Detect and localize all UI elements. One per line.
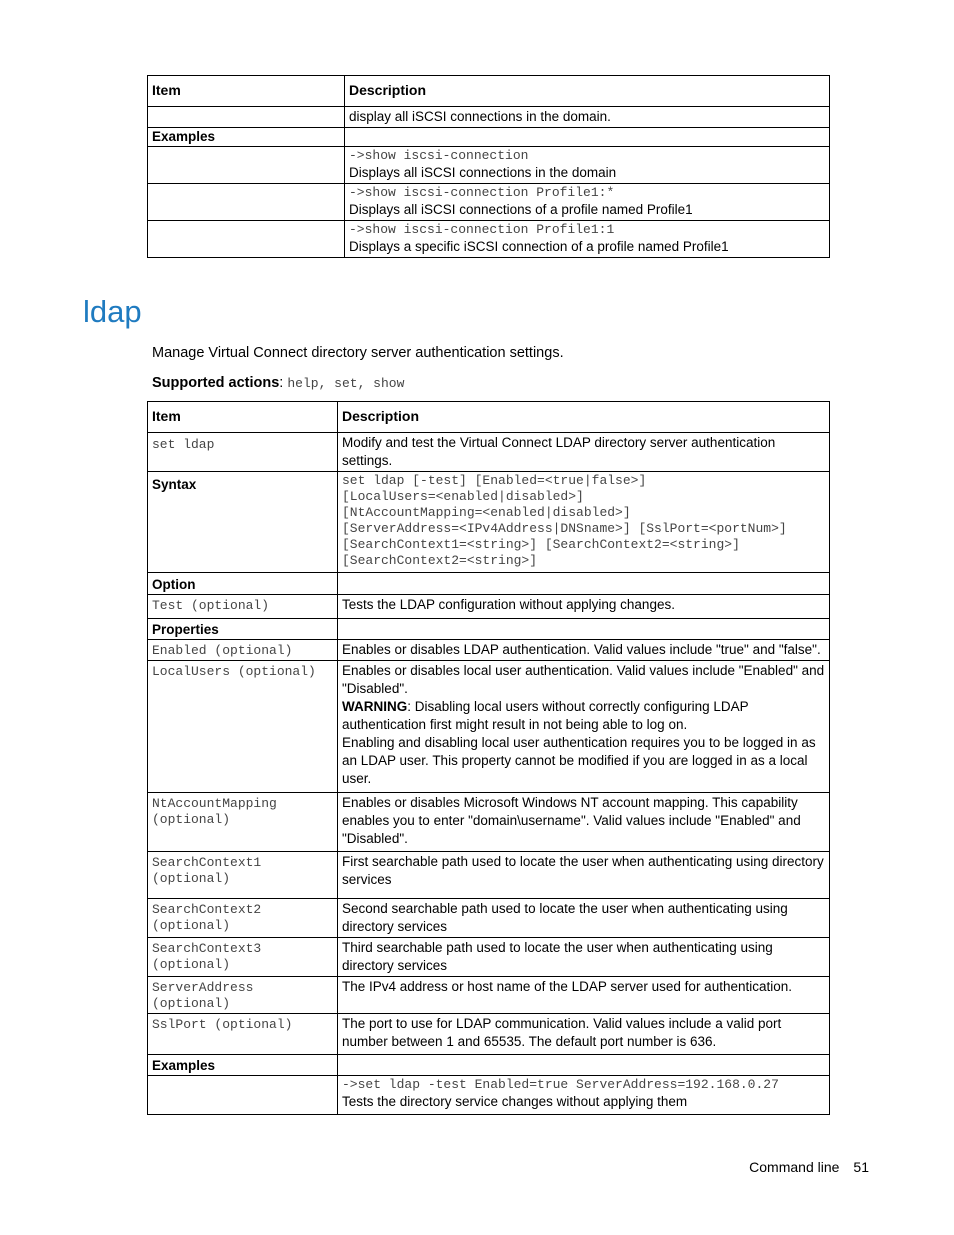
property-name: Enabled (optional) — [152, 643, 293, 658]
example-text: Displays all iSCSI connections of a profile named Profile1 — [349, 202, 693, 217]
iscsi-connection-table — [147, 75, 830, 258]
property-description: The port to use for LDAP communication. Valid values include a valid port number between 1 and 65535. The default port number is 636. — [338, 1014, 830, 1055]
syntax-line: [SearchContext1=<string>] [SearchContext2=<string>] — [342, 537, 740, 552]
property-description: Enables or disables LDAP authentication. Valid values include "true" and "false". — [338, 640, 830, 661]
table-cell-empty — [338, 1055, 830, 1076]
syntax-line: [SearchContext2=<string>] — [342, 553, 538, 568]
property-item — [148, 938, 338, 977]
header-description: Description — [338, 402, 830, 433]
example-code: ->set ldap -test Enabled=true ServerAddress=192.168.0.27 — [342, 1077, 779, 1092]
syntax-row — [148, 472, 830, 573]
example-code: ->show iscsi-connection — [349, 148, 529, 163]
localusers-description: Enables or disables local user authentication. Valid values include "Enabled" and "Disabled". — [342, 663, 825, 696]
table-cell-empty — [338, 573, 830, 595]
property-row — [148, 977, 830, 1014]
page-footer — [749, 1159, 869, 1175]
footer-section: Command line — [749, 1159, 840, 1175]
property-row — [148, 852, 830, 899]
property-description: Second searchable path used to locate the user when authenticating using directory services — [338, 899, 830, 938]
command-name: set ldap — [152, 437, 215, 452]
syntax-line: [LocalUsers=<enabled|disabled>] — [342, 489, 584, 504]
property-description: First searchable path used to locate the user when authenticating using directory services — [338, 852, 830, 899]
supported-actions-label: Supported actions — [152, 375, 280, 391]
property-item — [148, 1014, 338, 1055]
property-row — [148, 899, 830, 938]
ldap-table — [147, 401, 830, 1115]
warning-text: : Disabling local users without correctly configuring LDAP authentication first might result in not being able to log on. — [342, 699, 749, 732]
section-intro: Manage Virtual Connect directory server authentication settings. — [152, 345, 564, 361]
example-row — [148, 1076, 830, 1115]
table-cell-empty — [148, 184, 345, 221]
property-row — [148, 661, 830, 793]
table-cell-description: display all iSCSI connections in the domain. — [345, 107, 830, 128]
example-row — [148, 221, 830, 258]
properties-section-row — [148, 619, 830, 640]
syntax-cell — [338, 472, 830, 573]
property-item — [148, 852, 338, 899]
property-name: SearchContext2 (optional) — [152, 902, 262, 933]
property-item — [148, 793, 338, 852]
property-item — [148, 661, 338, 793]
example-row — [148, 184, 830, 221]
examples-label: Examples — [148, 128, 345, 147]
supported-actions-separator: : — [279, 375, 288, 391]
table-cell-empty — [148, 221, 345, 258]
property-description: The IPv4 address or host name of the LDAP server used for authentication. — [338, 977, 830, 1014]
example-row — [148, 147, 830, 184]
syntax-line: set ldap [-test] [Enabled=<true|false>] — [342, 473, 647, 488]
option-name: Test (optional) — [152, 598, 270, 613]
command-description: Modify and test the Virtual Connect LDAP directory server authentication settings. — [338, 433, 830, 472]
table-cell-empty — [148, 147, 345, 184]
property-name: SslPort (optional) — [152, 1017, 293, 1032]
localusers-note: Enabling and disabling local user authentication requires you to be logged in as an LDAP user. This property cannot be modified if you are logged in as a local user. — [342, 735, 816, 786]
syntax-label: Syntax — [148, 472, 338, 573]
option-item — [148, 595, 338, 619]
table-header-row — [148, 76, 830, 107]
supported-actions — [152, 375, 404, 392]
property-row — [148, 938, 830, 977]
table-cell-empty — [345, 128, 830, 147]
example-cell — [345, 221, 830, 258]
example-text: Tests the directory service changes without applying them — [342, 1094, 688, 1109]
syntax-line: [NtAccountMapping=<enabled|disabled>] — [342, 505, 631, 520]
command-item — [148, 433, 338, 472]
property-row — [148, 640, 830, 661]
example-code: ->show iscsi-connection Profile1:* — [349, 185, 615, 200]
property-item — [148, 640, 338, 661]
option-section-row — [148, 573, 830, 595]
example-code: ->show iscsi-connection Profile1:1 — [349, 222, 615, 237]
option-row — [148, 595, 830, 619]
syntax-line: [ServerAddress=<IPv4Address|DNSname>] [SslPort=<portNum>] — [342, 521, 787, 536]
property-row — [148, 1014, 830, 1055]
example-cell — [345, 147, 830, 184]
table-cell-empty — [338, 619, 830, 640]
supported-actions-values: help, set, show — [287, 376, 405, 391]
example-cell — [345, 184, 830, 221]
property-item — [148, 899, 338, 938]
option-label: Option — [148, 573, 338, 595]
property-name: NtAccountMapping (optional) — [152, 796, 277, 827]
warning-paragraph — [342, 698, 825, 734]
header-item: Item — [148, 76, 345, 107]
header-description: Description — [345, 76, 830, 107]
table-row — [148, 107, 830, 128]
examples-label: Examples — [148, 1055, 338, 1076]
property-description — [338, 661, 830, 793]
property-item — [148, 977, 338, 1014]
property-description: Enables or disables Microsoft Windows NT account mapping. This capability enables you to enter "domain\username". Valid values include "Enabled" and "Disabled". — [338, 793, 830, 852]
property-name: SearchContext1 (optional) — [152, 855, 262, 886]
warning-label: WARNING — [342, 699, 408, 714]
example-text: Displays a specific iSCSI connection of a profile named Profile1 — [349, 239, 729, 254]
examples-section-row — [148, 128, 830, 147]
example-text: Displays all iSCSI connections in the domain — [349, 165, 617, 180]
examples-section-row — [148, 1055, 830, 1076]
page-number: 51 — [853, 1159, 869, 1175]
property-name: LocalUsers (optional) — [152, 664, 316, 679]
property-name: ServerAddress (optional) — [152, 980, 254, 1011]
property-description: Third searchable path used to locate the user when authenticating using directory services — [338, 938, 830, 977]
command-row — [148, 433, 830, 472]
section-title: ldap — [83, 294, 142, 329]
table-header-row — [148, 402, 830, 433]
property-name: SearchContext3 (optional) — [152, 941, 262, 972]
property-row — [148, 793, 830, 852]
table-cell-empty — [148, 1076, 338, 1115]
properties-label: Properties — [148, 619, 338, 640]
example-cell — [338, 1076, 830, 1115]
option-description: Tests the LDAP configuration without applying changes. — [338, 595, 830, 619]
header-item: Item — [148, 402, 338, 433]
table-cell-empty — [148, 107, 345, 128]
